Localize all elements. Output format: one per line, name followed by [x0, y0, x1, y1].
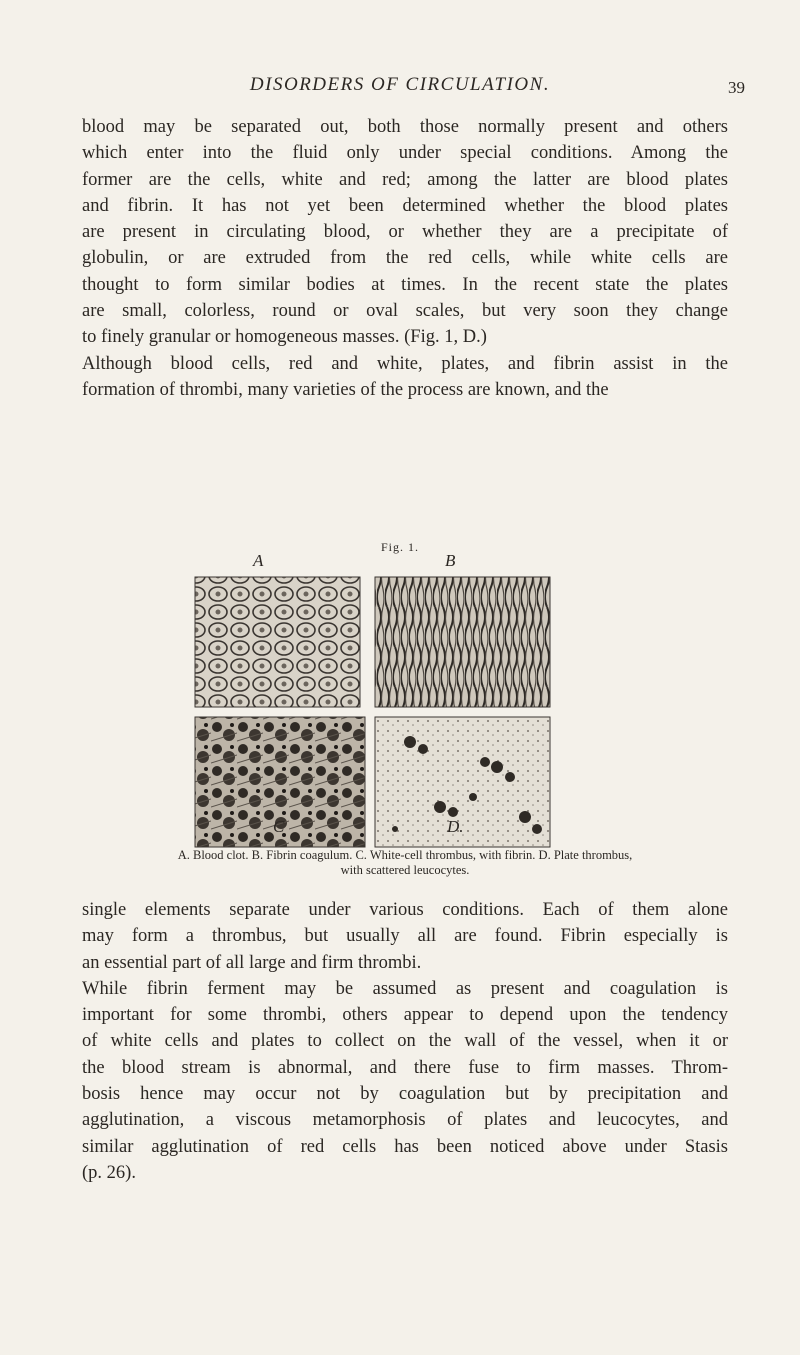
text-line: similar agglutination of red cells has been noticed above under Stasis [82, 1136, 728, 1157]
text-line: former are the cells, white and red; among the latter are blood plates [82, 169, 728, 190]
paragraph-top [82, 114, 728, 403]
panel-a-blood-clot [195, 577, 360, 707]
text-line: may form a thrombus, but usually all are found. Fibrin especially is [82, 926, 728, 947]
paragraph-bottom [82, 897, 728, 1186]
figure-1 [185, 551, 625, 875]
running-head: DISORDERS OF CIRCULATION. [249, 74, 551, 95]
panel-label-a: A [253, 551, 264, 570]
figure-caption [82, 848, 728, 878]
figure-illustration [185, 567, 625, 867]
text-line: Although blood cells, red and white, plates, and fibrin assist in the [82, 353, 728, 374]
text-line: blood may be separated out, both those normally present and others [82, 117, 728, 137]
figure-label: Fig. 1. [380, 540, 419, 554]
page-header [0, 74, 800, 100]
panel-label-d: D. [447, 817, 464, 836]
text-line: formation of thrombi, many varieties of the process are known, and the [82, 379, 609, 400]
text-line: agglutination, a viscous metamorphosis of plates and leucocytes, and [82, 1110, 728, 1131]
panel-label-c: C [273, 817, 285, 836]
panel-label-b: B [445, 551, 456, 570]
text-line: globulin, or are extruded from the red cells, while white cells are [82, 248, 728, 269]
text-line: to finely granular or homogeneous masses. (Fig. 1, D.) [82, 327, 487, 348]
text-line: thought to form similar bodies at times. In the recent state the plates [82, 274, 728, 295]
text-line: bosis hence may occur not by coagulation but by precipitation and [82, 1084, 728, 1105]
caption-line-2: with scattered leucocytes. [340, 863, 470, 877]
caption-line-1: A. Blood clot. B. Fibrin coagulum. C. White-cell thrombus, with fibrin. D. Plate thrombus, [177, 848, 633, 862]
text-line: While fibrin ferment may be assumed as present and coagulation is [82, 978, 728, 999]
text-line: (p. 26). [82, 1162, 136, 1183]
text-line: single elements separate under various conditions. Each of them alone [82, 900, 728, 920]
text-line: important for some thrombi, others appear to depend upon the tendency [82, 1005, 728, 1026]
text-line: of white cells and plates to collect on the wall of the vessel, when it or [82, 1031, 728, 1052]
panel-b-fibrin-coagulum [375, 577, 550, 707]
text-line: and fibrin. It has not yet been determined whether the blood plates [82, 195, 728, 216]
page-number: 39 [728, 78, 745, 97]
text-line: an essential part of all large and firm thrombi. [82, 952, 422, 973]
text-line: are present in circulating blood, or whether they are a precipitate of [82, 222, 728, 243]
text-line: are small, colorless, round or oval scales, but very soon they change [82, 301, 728, 322]
text-line: which enter into the fluid only under special conditions. Among the [82, 143, 728, 164]
text-line: the blood stream is abnormal, and there fuse to firm masses. Throm- [82, 1057, 728, 1078]
